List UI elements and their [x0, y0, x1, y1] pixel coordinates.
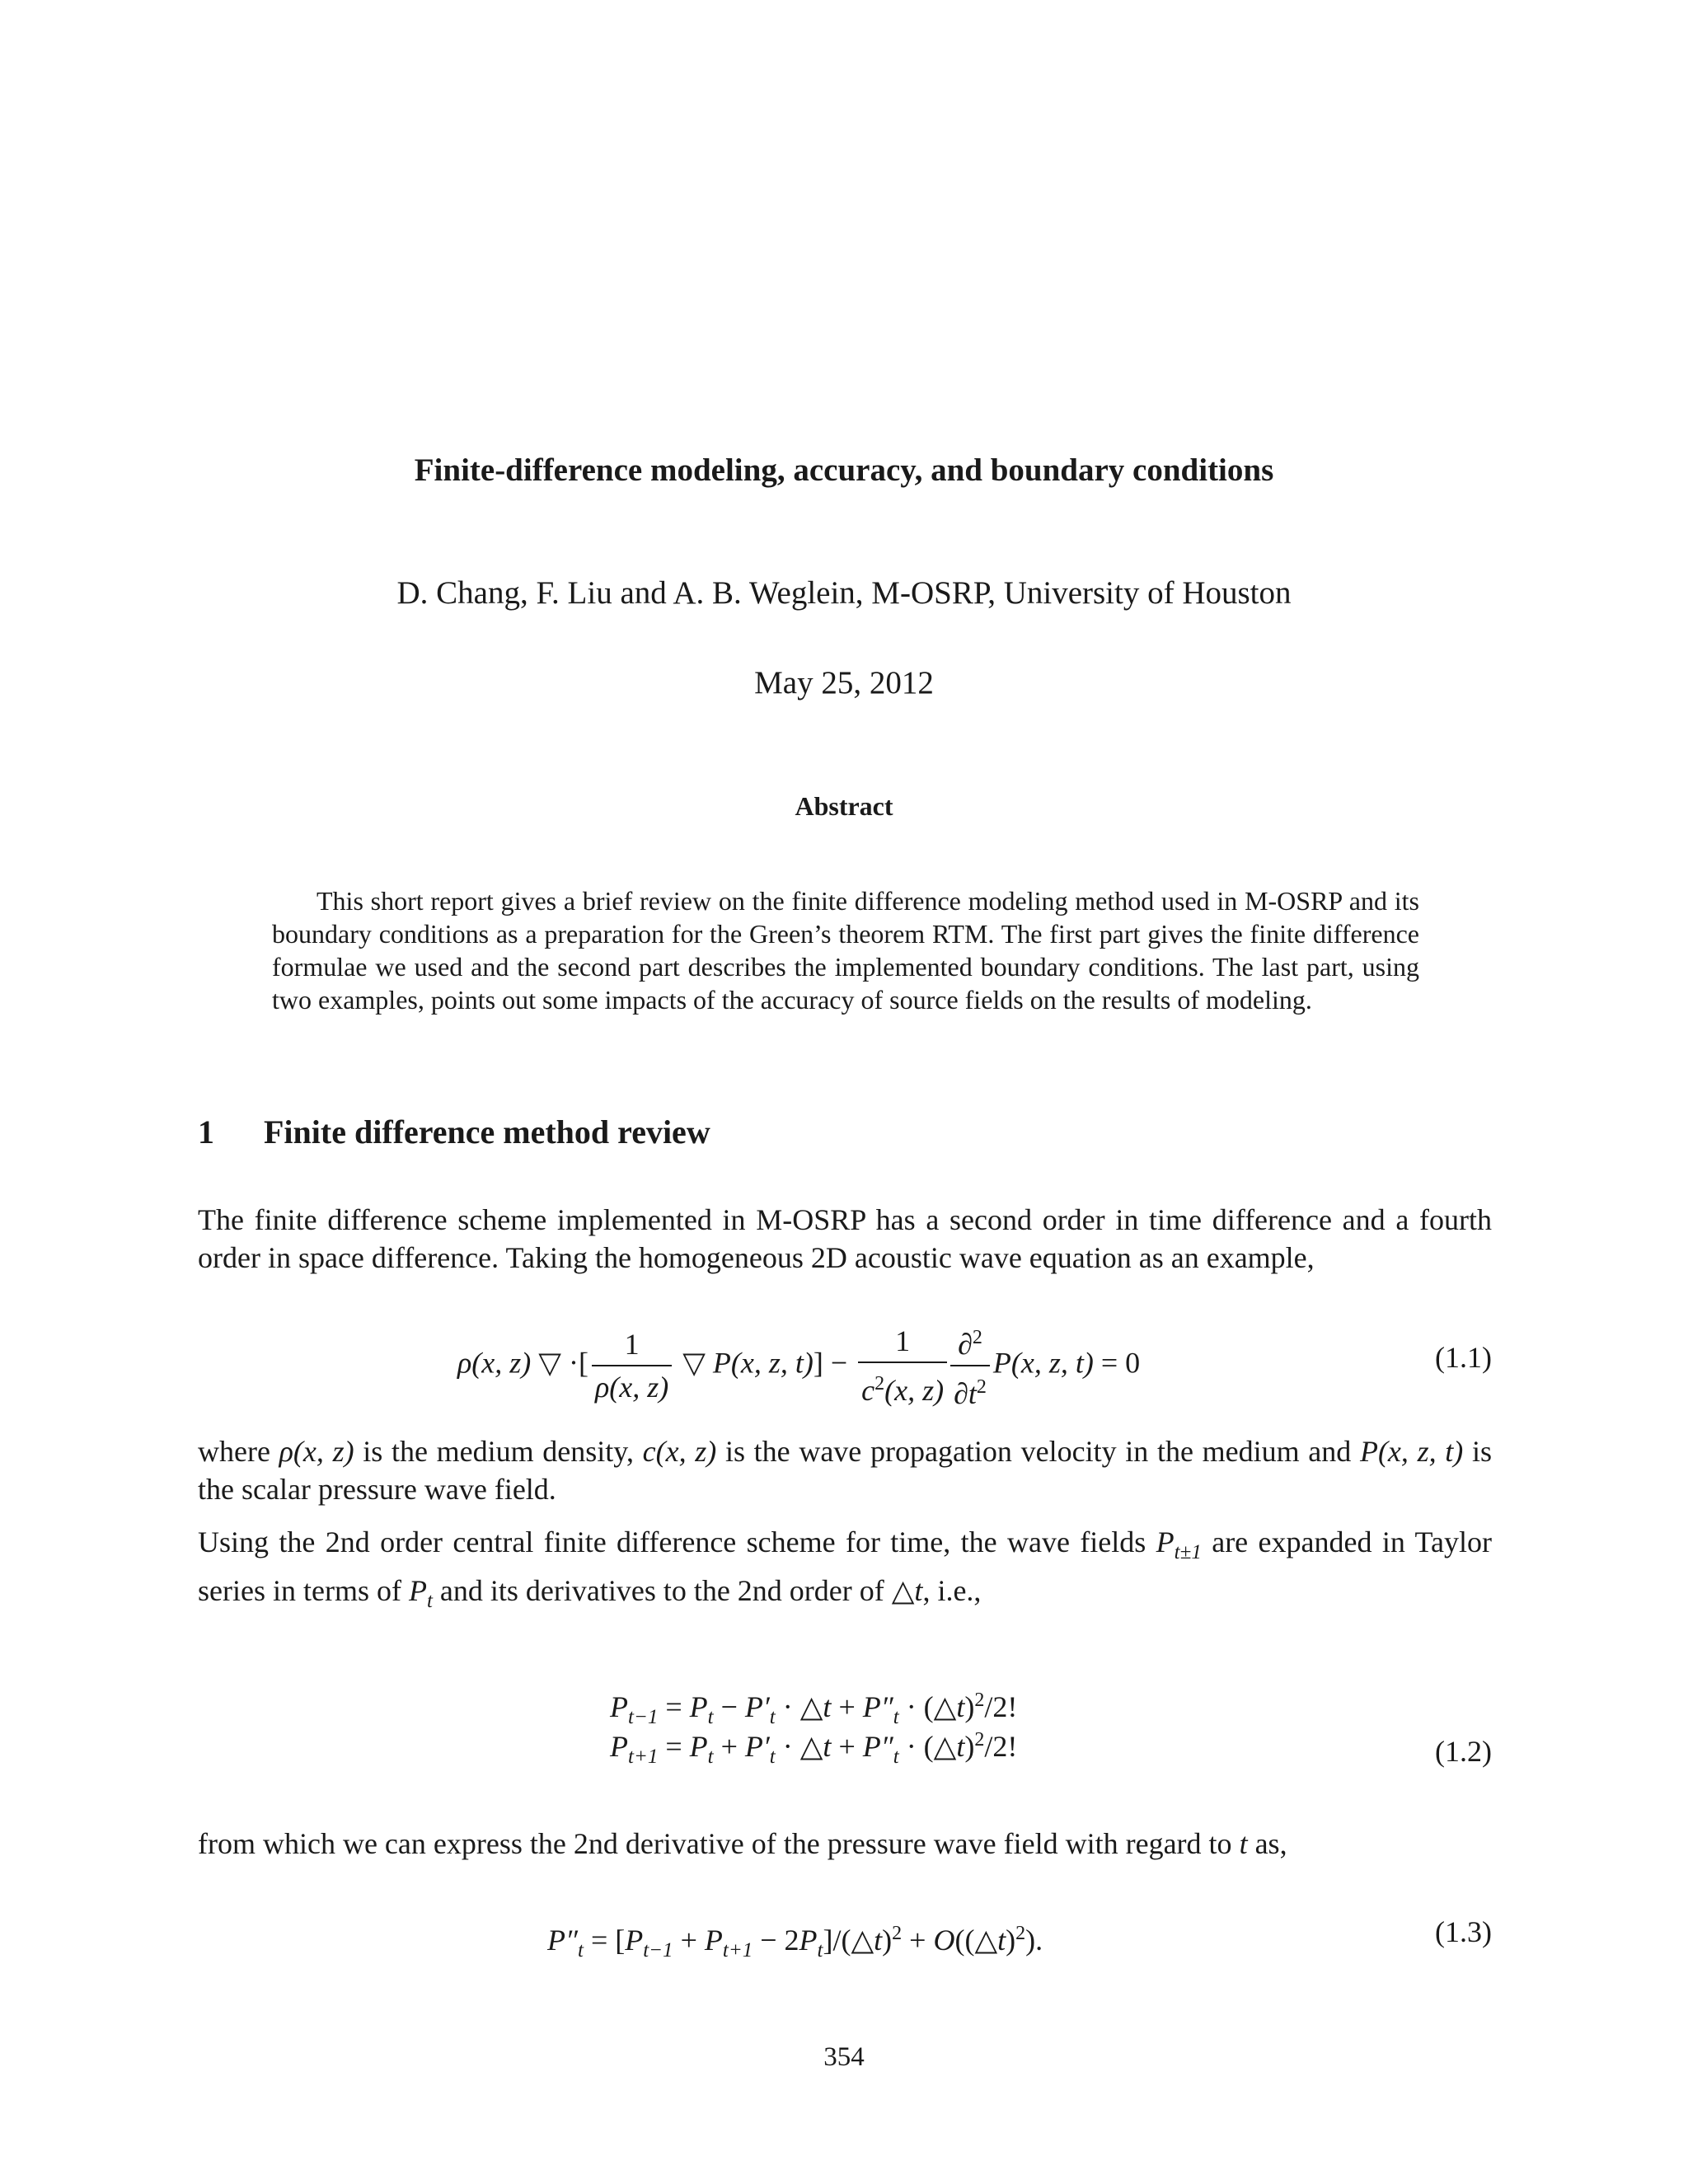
equation-number-1-1: (1.1)	[1435, 1341, 1492, 1374]
section-number: 1	[198, 1113, 214, 1151]
equation-1-2-line-1: $P_{t-1} = P_t - P'_t$ · △t + $P''_t$ · (△t)$^2$/2!	[610, 1690, 1018, 1729]
paragraph-text: from which we can express the 2nd derivative of the pressure wave field with regard to t as,	[198, 1827, 1287, 1860]
page-number: 354	[823, 2042, 865, 2072]
paragraph-taylor	[198, 1523, 1492, 1620]
equation-1-3: $P''_t = [P_{t-1} + P_{t+1}$ − $2P_t]/(\triangle t)^2$ + O((△t)$^2$).	[547, 1923, 1043, 1962]
paragraph-text: Using the 2nd order central finite difference scheme for time, the wave fields $P_{t\pm 1}$ are expanded in Taylor series in terms of $P_t$ and its derivatives to the 2nd order of △t, i.e.,	[198, 1526, 1492, 1613]
publication-date: May 25, 2012	[754, 665, 934, 701]
abstract-body	[272, 884, 1419, 1016]
paragraph-text: The finite difference scheme implemented in M-OSRP has a second order in time difference and a fourth order in space difference. Taking the homogeneous 2D acoustic wave equation as an example,	[198, 1203, 1492, 1274]
paragraph-derivative	[198, 1825, 1492, 1863]
equation-1-2-line-2: $P_{t+1} = P_t + P'_t$ · △t + $P''_t$ · (△t)$^2$/2!	[610, 1729, 1018, 1769]
section-heading	[198, 1113, 710, 1151]
abstract-heading: Abstract	[795, 791, 893, 821]
equation-number-1-2: (1.2)	[1435, 1735, 1492, 1768]
abstract-text: This short report gives a brief review on the finite difference modeling method used in M-OSRP and its boundary conditions as a preparation for the Green’s theorem RTM. The first part gives the finite difference formulae we used and the second part describes the implemented boundary conditions. The last part, using two examples, points out some impacts of the accuracy of source fields on the results of modeling.	[272, 886, 1419, 1015]
section-title: Finite difference method review	[264, 1113, 710, 1151]
paragraph-intro	[198, 1201, 1492, 1277]
paragraph-text: where ρ(x, z) is the medium density, c(x, z) is the wave propagation velocity in the medium and P(x, z, t) is the scalar pressure wave field.	[198, 1435, 1492, 1506]
paper-title: Finite-difference modeling, accuracy, and boundary conditions	[414, 452, 1274, 488]
equation-1-1: ρ(x, z) ▽ ·[ $\frac{1}{\rho(x, z)}$ ▽ P(x, z, t)] − $\frac{1}{c^2(x, z)}$ $\frac{\partial^2}{\partial t^2}$ P(x, z, t) = 0	[457, 1319, 1140, 1413]
author-line: D. Chang, F. Liu and A. B. Weglein, M-OSRP, University of Houston	[396, 575, 1292, 611]
equation-number-1-3: (1.3)	[1435, 1915, 1492, 1948]
paragraph-variables	[198, 1432, 1492, 1508]
